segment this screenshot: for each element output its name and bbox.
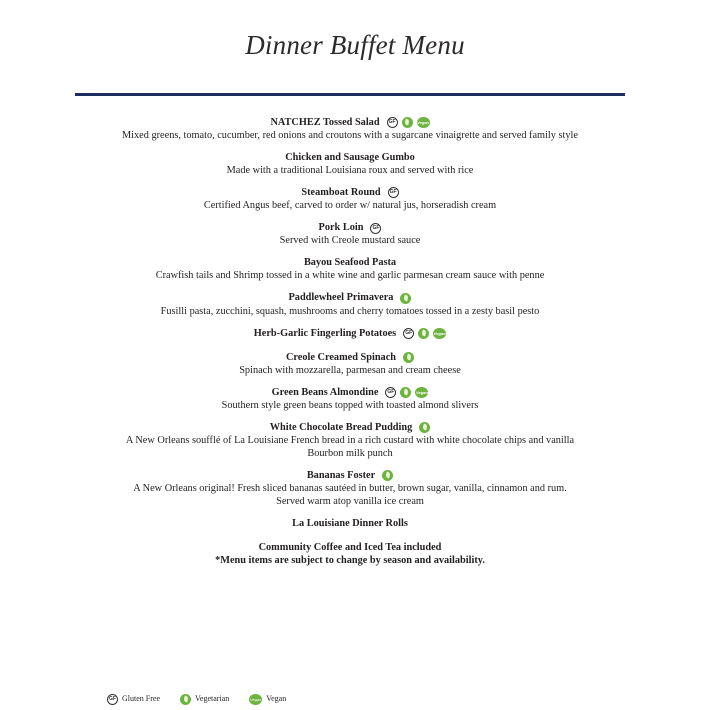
item-description: Served with Creole mustard sauce [279, 235, 421, 247]
item-name: Community Coffee and Iced Tea included [258, 542, 442, 554]
item-description: A New Orleans original! Fresh sliced bananas sautéed in butter, brown sugar, vanilla, cinnamon and rum. [133, 483, 567, 495]
item-name: Paddlewheel Primavera [288, 292, 394, 304]
menu-item [60, 351, 640, 377]
gluten-free-icon: GF [107, 694, 118, 705]
item-description: Made with a traditional Louisiana roux and served with rice [226, 165, 474, 177]
menu-item [60, 221, 640, 247]
menu-item [60, 116, 640, 142]
vegan-icon: Vegan [415, 387, 428, 398]
menu-item [60, 186, 640, 212]
vegan-icon: Vegan [433, 328, 446, 339]
item-description: Mixed greens, tomato, cucumber, red onions and croutons with a sugarcane vinaigrette and served family style [122, 130, 578, 142]
item-name: Bananas Foster [306, 470, 376, 482]
menu-item [60, 421, 640, 460]
gluten-free-icon: GF [385, 387, 396, 398]
menu-item [60, 327, 640, 340]
vegetarian-leaf-icon [419, 422, 430, 433]
header-divider [75, 93, 625, 96]
menu-item [60, 291, 640, 317]
dietary-legend [107, 692, 306, 706]
menu-item [60, 386, 640, 412]
item-name: Creole Creamed Spinach [285, 351, 397, 363]
menu-item [60, 541, 640, 567]
vegetarian-leaf-icon [400, 293, 411, 304]
item-description-line-2: Bourbon milk punch [307, 448, 393, 460]
gluten-free-icon: GF [370, 223, 381, 234]
vegetarian-leaf-icon [382, 470, 393, 481]
menu-item [60, 517, 640, 530]
item-name: Chicken and Sausage Gumbo [285, 152, 415, 164]
item-description: Fusilli pasta, zucchini, squash, mushrooms and cherry tomatoes tossed in a zesty basil pesto [160, 305, 540, 317]
page-title: Dinner Buffet Menu [245, 30, 465, 60]
item-name: Pork Loin [318, 222, 364, 234]
gluten-free-icon: GF [388, 187, 399, 198]
menu-item [60, 151, 640, 177]
vegetarian-leaf-icon [402, 117, 413, 128]
legend-item-vegan [249, 692, 286, 706]
legend-label: Vegan [266, 694, 287, 703]
menu-list [60, 116, 640, 576]
menu-item [60, 469, 640, 508]
item-description: Certified Angus beef, carved to order w/ natural jus, horseradish cream [203, 200, 497, 212]
item-name: Green Beans Almondine [271, 386, 379, 398]
legend-item-vegetarian [180, 692, 229, 706]
item-name: Herb-Garlic Fingerling Potatoes [253, 327, 397, 339]
legend-label: Vegetarian [195, 694, 230, 703]
vegan-icon: Vegan [417, 117, 430, 128]
vegetarian-leaf-icon [400, 387, 411, 398]
item-description: Southern style green beans topped with toasted almond slivers [221, 399, 479, 411]
vegetarian-leaf-icon [403, 352, 414, 363]
gluten-free-icon: GF [403, 328, 414, 339]
item-name: Bayou Seafood Pasta [303, 257, 397, 269]
item-description: Crawfish tails and Shrimp tossed in a white wine and garlic parmesan cream sauce with penne [155, 270, 545, 282]
item-description-line-2: Served warm atop vanilla ice cream [276, 496, 424, 508]
item-name: NATCHEZ Tossed Salad [270, 117, 380, 128]
vegetarian-leaf-icon [180, 694, 191, 705]
item-description: A New Orleans soufflé of La Louisiane French bread in a rich custard with white chocolate chips and vanilla [125, 435, 575, 447]
menu-item [60, 256, 640, 282]
item-description: Spinach with mozzarella, parmesan and cream cheese [239, 364, 461, 376]
item-name: Steamboat Round [301, 187, 381, 199]
item-name: La Louisiane Dinner Rolls [292, 518, 408, 530]
menu-disclaimer: *Menu items are subject to change by season and availability. [215, 555, 485, 567]
legend-item-gluten-free [107, 692, 160, 706]
vegetarian-leaf-icon [418, 328, 429, 339]
legend-label: Gluten Free [122, 694, 160, 703]
vegan-icon: Vegan [249, 694, 262, 705]
item-name: White Chocolate Bread Pudding [269, 421, 413, 433]
gluten-free-icon: GF [387, 117, 398, 128]
